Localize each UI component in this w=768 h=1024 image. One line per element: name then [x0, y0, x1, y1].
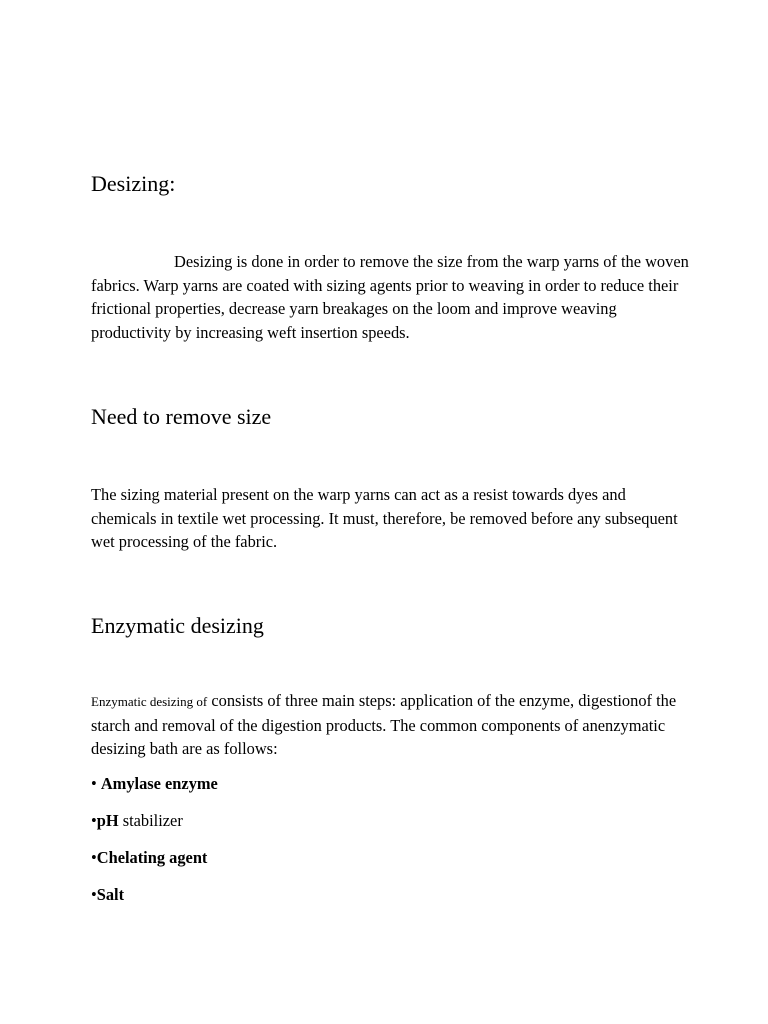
list-item — [91, 847, 207, 869]
list-item-text: stabilizer — [118, 811, 183, 830]
paragraph-desizing: Desizing is done in order to remove the size from the warp yarns of the woven fabrics. Warp yarns are coated with sizing agents prior to weaving in order to reduce their frictional properties, decrease yarn breakages on the loom and improve weaving productivity by increasing weft insertion speeds. — [91, 252, 689, 342]
paragraph-prefix: Enzymatic desizing of — [91, 694, 208, 709]
paragraph-enzymatic-desizing — [91, 689, 691, 761]
heading-enzymatic-desizing: Enzymatic desizing — [91, 613, 264, 638]
bullet: • — [91, 774, 101, 793]
paragraph-need-to-remove-size: The sizing material present on the warp yarns can act as a resist towards dyes and chemicals in textile wet processing. It must, therefore, be removed before any subsequent wet processing of the fabric. — [91, 485, 678, 552]
heading-desizing: Desizing: — [91, 171, 176, 196]
list-item — [91, 884, 124, 906]
paragraph-body: consists of three main steps: application of the enzyme, digestionof the starch and removal of the digestion products. The common components of anenzymatic desizing bath are as follows: — [91, 691, 677, 759]
list-item-bold: Chelating agent — [96, 848, 208, 867]
bullet: • — [91, 811, 97, 830]
bullet: • — [91, 848, 97, 867]
list-item — [91, 810, 183, 832]
heading-need-to-remove-size: Need to remove size — [91, 404, 272, 429]
list-item-bold: pH — [96, 811, 119, 830]
list-item-bold: Salt — [96, 885, 125, 904]
list-item — [91, 773, 218, 795]
list-item-bold: Amylase enzyme — [100, 774, 218, 793]
bullet: • — [91, 885, 97, 904]
